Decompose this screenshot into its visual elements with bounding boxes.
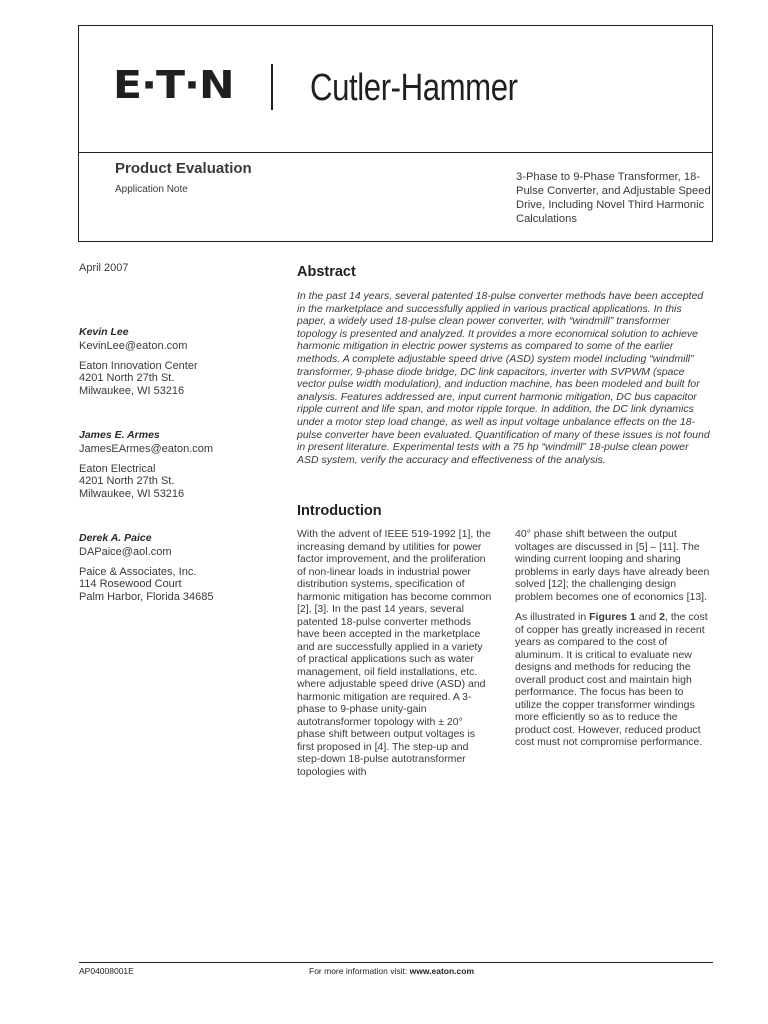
abstract-text: In the past 14 years, several patented 18-pulse converter methods have been accepted in the marketplace and successfully applied in various practical applications. In this paper, a widely used 18-pulse clean power converter, with “windmill” transformer topology is presented and analyzed. It provides a more economical solution to achieve harmonic mitigation in electric power systems as compared to some of the earlier methods. A complete adjustable speed drive (ASD) system model including “windmill” transformer, 9-phase diode bridge, DC link capacitors, inverter with SVPWM (space vector pulse width modulation), and induction machine, has been modeled and built for analysis. Features addressed are, input current harmonic mitigation, DC bus capacitor ripple current and life span, and motor ripple torque. In addition, the DC link dynamics under a motor step load change, as well as input voltage unbalance effects on the 18-pulse converter have been evaluated. Quantification of many of these issues is not found in present literature. Experimental tests with a 75 hp “windmill” 18-pulse clean power ASD system, verify the accuracy and effectiveness of the analysis.: [297, 290, 710, 466]
footer-visit: [309, 966, 474, 976]
text-run: , the cost of copper has greatly increased in recent years as compared to the cost of aluminum. It is critical to evaluate new designs and methods for reducing the overall product cost and maintain high performance. The focus has been to utilize the copper transformer windings more efficiently so as to reduce the product cost. However, reduced product cost must not compromise performance.: [515, 611, 708, 748]
author-name: Derek A. Paice: [79, 531, 152, 544]
intro-paragraph: With the advent of IEEE 519-1992 [1], the increasing demand by utilities for power factor improvement, and the proliferation of non-linear loads in industrial power distribution systems, specification of harmonic mitigation has become common [2], [3]. In the past 14 years, several patented 18-pulse converter methods have been accepted in the marketplace and are successfully applied in a variety of practical applications such as water management, oil field installations, etc. where adjustable speed drive (ASD) and harmonic mitigation are required. A 3-phase to 9-phase unity-gain autotransformer topology with ± 20° phase shift between output voltages is first proposed in [4]. The step-up and step-down 18-pulse autotransformer topologies with: [297, 528, 492, 778]
website-link[interactable]: www.eaton.com: [409, 966, 475, 976]
text-run: and: [635, 611, 660, 623]
author-email[interactable]: DAPaice@aol.com: [79, 546, 172, 559]
affiliation-line: Eaton Electrical: [79, 462, 156, 475]
affiliation-line: Milwaukee, WI 53216: [79, 384, 185, 397]
text-run: As illustrated in: [515, 611, 590, 623]
author-name: James E. Armes: [79, 428, 160, 441]
author-affiliation: [79, 566, 269, 604]
figure-reference[interactable]: Figures 1: [589, 611, 636, 623]
affiliation-line: 114 Rosewood Court: [79, 578, 182, 591]
doc-subtype: Application Note: [115, 184, 188, 195]
introduction-heading: Introduction: [297, 503, 382, 519]
affiliation-line: 4201 North 27th St.: [79, 475, 175, 488]
brand-name: Cutler-Hammer: [310, 67, 518, 109]
author-name: Kevin Lee: [79, 325, 129, 338]
eaton-logo: E·T·N: [113, 63, 234, 107]
abstract-heading: Abstract: [297, 264, 356, 280]
header-box: [78, 25, 713, 242]
intro-paragraph: 40° phase shift between the output voltages are discussed in [5] – [11]. The winding current looping and sharing problems in early days have already been solved [12]; the challenging design problem becomes one of economics [13].: [515, 528, 710, 603]
logo-divider: [271, 64, 273, 110]
affiliation-line: Milwaukee, WI 53216: [79, 487, 185, 500]
author-affiliation: [79, 463, 269, 501]
affiliation-line: 4201 North 27th St.: [79, 372, 175, 385]
visit-label: For more information visit:: [309, 966, 410, 976]
intro-paragraph: [515, 611, 711, 749]
intro-column-left: [297, 528, 493, 786]
author-email[interactable]: KevinLee@eaton.com: [79, 340, 188, 353]
author-affiliation: [79, 360, 269, 398]
intro-column-right: [515, 528, 711, 757]
affiliation-line: Paice & Associates, Inc.: [79, 565, 197, 578]
publication-date: April 2007: [79, 262, 129, 274]
footer-rule: [79, 962, 713, 963]
affiliation-line: Eaton Innovation Center: [79, 359, 198, 372]
author-email[interactable]: JamesEArmes@eaton.com: [79, 443, 214, 456]
author-sidebar: [79, 262, 269, 604]
document-code: AP04008001E: [79, 966, 134, 976]
author-block: [79, 429, 269, 501]
doc-type: Product Evaluation: [115, 160, 252, 177]
document-title: 3-Phase to 9-Phase Transformer, 18-Pulse Converter, and Adjustable Speed Drive, Including Novel Third Harmonic Calculations: [516, 171, 711, 225]
affiliation-line: Palm Harbor, Florida 34685: [79, 590, 214, 603]
author-block: [79, 532, 269, 604]
author-block: [79, 326, 269, 398]
header-divider: [79, 152, 712, 153]
figure-reference[interactable]: 2: [659, 611, 666, 623]
